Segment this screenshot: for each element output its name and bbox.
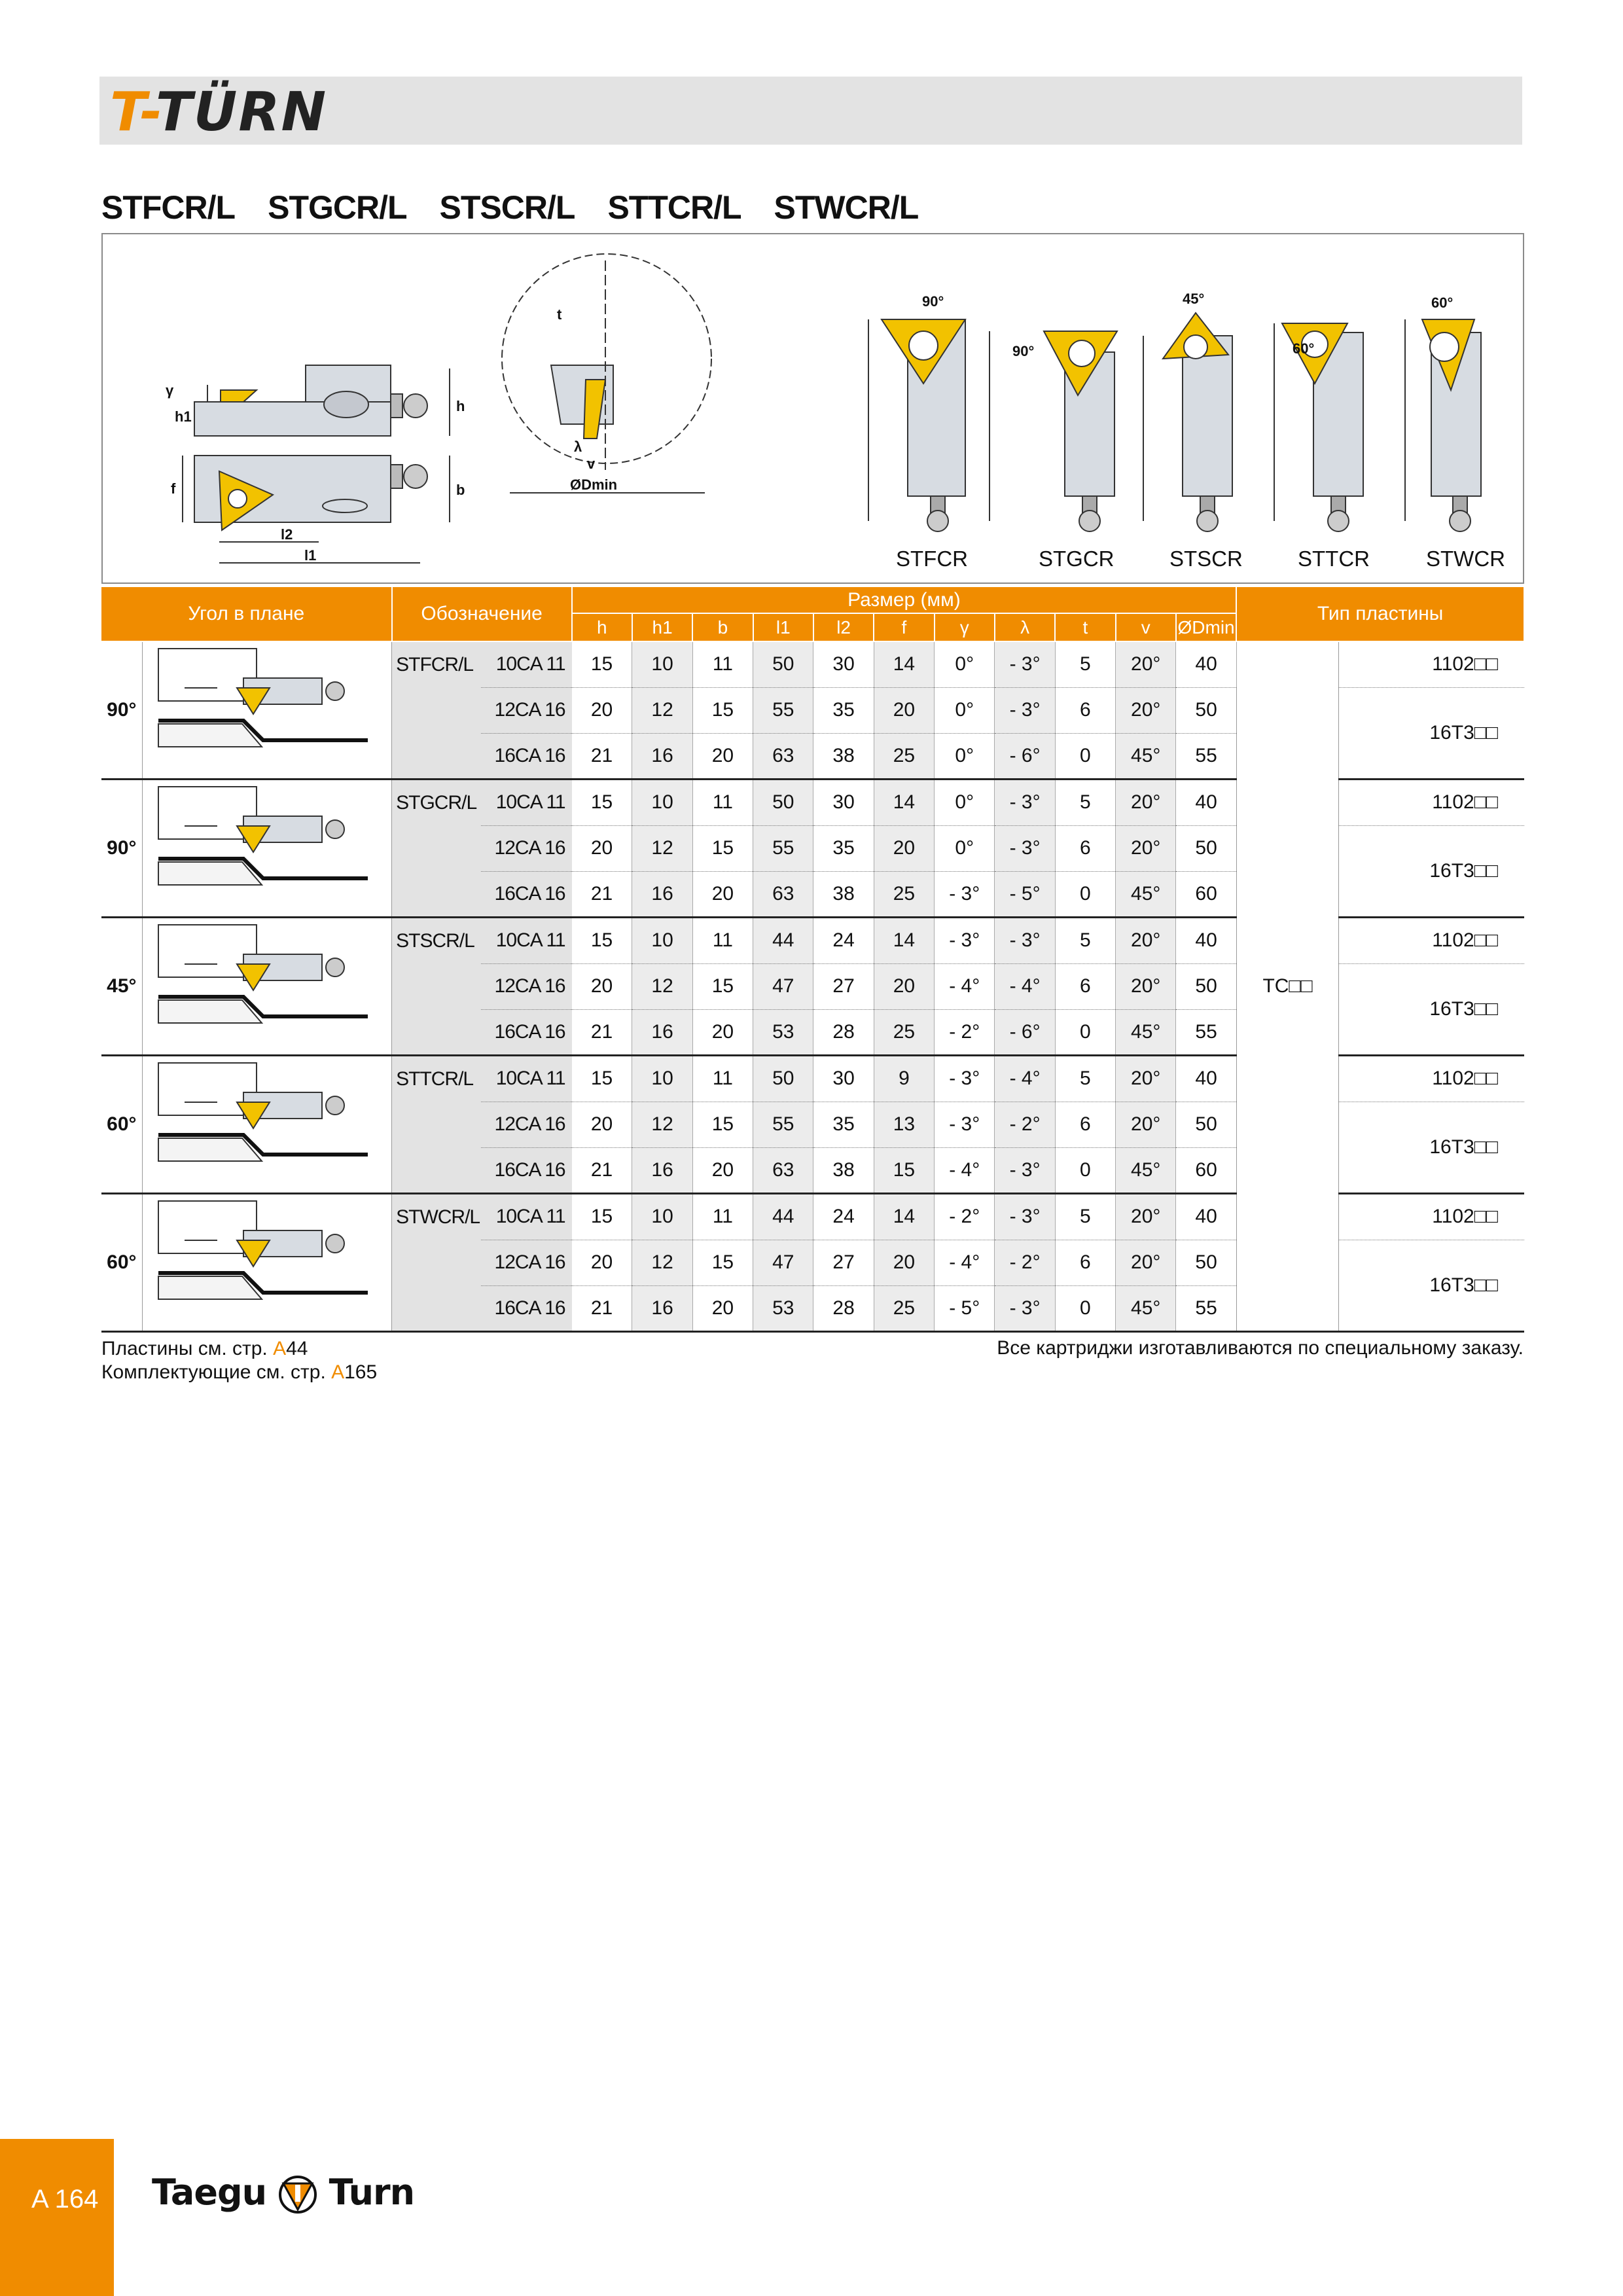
size-value-: - 3° [935,1056,995,1102]
size-value-: - 3° [995,641,1055,687]
size-value-l1: 47 [753,963,813,1009]
col-f: f [874,613,934,641]
series-name: STTCR/L [392,1056,481,1102]
size-value-f: 25 [874,1009,934,1056]
size-value-h1: 16 [632,1147,692,1194]
insert-type: 16T3□□ [1339,963,1524,1056]
size-value-dmin: 55 [1176,1009,1236,1056]
col-b: b [692,613,753,641]
size-value-t: 5 [1055,1056,1115,1102]
designation-code: 10CA 11 [481,1194,572,1240]
size-value-t: 5 [1055,1194,1115,1240]
size-value-dmin: 60 [1176,1147,1236,1194]
size-value-l1: 47 [753,1240,813,1285]
header-size: Размер (мм) [572,587,1237,613]
size-value-t: 6 [1055,1240,1115,1285]
size-value-v: 20° [1116,641,1176,687]
series-name: STWCR/L [392,1194,481,1240]
dim-lambda: λ [574,439,582,455]
size-value-b: 20 [692,1147,753,1194]
size-value-h1: 16 [632,871,692,918]
size-value-l2: 27 [813,963,874,1009]
machining-sketch [142,641,391,780]
tool-angle: 60° [1293,340,1315,357]
designation-code: 12CA 16 [481,963,572,1009]
series-spacer [392,871,481,918]
size-value-: - 3° [995,1194,1055,1240]
size-value-b: 11 [692,918,753,964]
size-value-v: 45° [1116,871,1176,918]
size-value-l1: 44 [753,1194,813,1240]
table-body [101,641,1524,1332]
size-value-h1: 12 [632,825,692,871]
size-value-h1: 12 [632,1240,692,1285]
size-value-t: 0 [1055,1147,1115,1194]
accessories-reference: Комплектующие см. стр. A165 [101,1361,378,1383]
model-name: STWCR/L [774,189,919,226]
brand-triangle-icon [278,2176,317,2214]
series-spacer [392,825,481,871]
size-value-b: 20 [692,1009,753,1056]
size-value-t: 5 [1055,641,1115,687]
size-value-h: 20 [572,1102,632,1147]
size-value-f: 14 [874,1194,934,1240]
header-designation: Обозначение [392,587,572,641]
designation-code: 12CA 16 [481,825,572,871]
size-value-dmin: 50 [1176,687,1236,733]
size-value-v: 20° [1116,780,1176,826]
size-value-v: 20° [1116,1056,1176,1102]
size-value-: - 4° [935,963,995,1009]
tool-angle: 90° [922,293,944,310]
size-value-h: 15 [572,780,632,826]
size-value-b: 11 [692,1194,753,1240]
size-value-b: 20 [692,733,753,780]
size-value-h1: 10 [632,1056,692,1102]
dim-f: f [171,480,176,497]
size-value-dmin: 50 [1176,825,1236,871]
dim-b: b [456,482,465,498]
size-value-v: 45° [1116,1147,1176,1194]
size-value-h: 15 [572,1194,632,1240]
size-value-f: 25 [874,1285,934,1332]
size-value-: - 5° [995,871,1055,918]
series-spacer [392,1147,481,1194]
tool-label-stgcr: STGCR [1039,547,1115,571]
size-value-h1: 12 [632,963,692,1009]
special-order-note: Все картриджи изготавливаются по специальному заказу. [997,1337,1524,1359]
inserts-reference: Пластины см. стр. A44 [101,1338,308,1359]
series-spacer [392,963,481,1009]
designation-code: 16CA 16 [481,1147,572,1194]
cartridge-drawings [103,234,1523,583]
size-value-l1: 50 [753,780,813,826]
tool-label-stfcr: STFCR [896,547,968,571]
designation-code: 12CA 16 [481,1240,572,1285]
brand-logo: T-TÜRN [110,81,328,143]
size-value-: 0° [935,733,995,780]
size-value-: 0° [935,825,995,871]
model-name: STFCR/L [101,189,236,226]
size-value-v: 20° [1116,1102,1176,1147]
series-name: STGCR/L [392,780,481,826]
size-value-l2: 38 [813,871,874,918]
size-value-dmin: 55 [1176,733,1236,780]
col-l1: l1 [753,613,813,641]
size-value-l1: 55 [753,825,813,871]
dim-l1: l1 [304,547,317,564]
insert-type: 16T3□□ [1339,687,1524,780]
dim-h1: h1 [175,408,192,425]
size-value-v: 45° [1116,1285,1176,1332]
size-value-l1: 55 [753,687,813,733]
tool-label-stscr: STSCR [1169,547,1243,571]
size-value-f: 14 [874,780,934,826]
insert-type: 1102□□ [1339,918,1524,964]
size-value-l2: 30 [813,641,874,687]
size-value-b: 15 [692,963,753,1009]
size-value-b: 15 [692,1240,753,1285]
size-value-v: 20° [1116,1240,1176,1285]
size-value-v: 45° [1116,1009,1176,1056]
series-spacer [392,1102,481,1147]
approach-angle: 90° [101,780,142,918]
size-value-h1: 10 [632,918,692,964]
size-value-h: 15 [572,1056,632,1102]
col-lambda: λ [995,613,1055,641]
size-value-f: 14 [874,918,934,964]
series-spacer [392,1285,481,1332]
size-value-t: 0 [1055,1009,1115,1056]
size-value-b: 20 [692,871,753,918]
model-name: STTCR/L [607,189,741,226]
size-value-l2: 24 [813,1194,874,1240]
designation-code: 10CA 11 [481,918,572,964]
size-value-dmin: 60 [1176,871,1236,918]
size-value-: - 3° [935,871,995,918]
size-value-: - 4° [995,1056,1055,1102]
size-value-l1: 63 [753,1147,813,1194]
size-value-f: 20 [874,1240,934,1285]
dim-dmin: ØDmin [570,476,618,493]
size-value-f: 25 [874,871,934,918]
size-value-h: 15 [572,641,632,687]
size-value-l2: 38 [813,733,874,780]
size-value-l2: 30 [813,1056,874,1102]
size-value-dmin: 40 [1176,918,1236,964]
size-value-t: 0 [1055,871,1115,918]
size-value-h: 21 [572,733,632,780]
size-value-v: 20° [1116,1194,1176,1240]
size-value-b: 20 [692,1285,753,1332]
size-value-f: 9 [874,1056,934,1102]
model-name: STSCR/L [439,189,575,226]
size-value-f: 20 [874,687,934,733]
machining-sketch [142,1194,391,1332]
size-value-: - 3° [995,825,1055,871]
series-spacer [392,733,481,780]
col-gamma: γ [935,613,995,641]
footer-brand: Taegu Turn [152,2172,415,2213]
designation-code: 16CA 16 [481,733,572,780]
size-value-f: 14 [874,641,934,687]
page-number: A 164 [31,2185,99,2214]
table-row [101,641,1524,687]
size-value-f: 15 [874,1147,934,1194]
size-value-t: 6 [1055,687,1115,733]
size-value-v: 45° [1116,733,1176,780]
size-value-l2: 28 [813,1285,874,1332]
size-value-h1: 16 [632,733,692,780]
size-value-v: 20° [1116,687,1176,733]
size-value-h: 21 [572,1285,632,1332]
designation-code: 16CA 16 [481,1285,572,1332]
size-value-: 0° [935,687,995,733]
insert-type: 1102□□ [1339,1056,1524,1102]
dimension-figure [101,233,1524,584]
series-name: STSCR/L [392,918,481,964]
size-value-: - 2° [935,1009,995,1056]
insert-type: 16T3□□ [1339,1240,1524,1332]
designation-code: 12CA 16 [481,1102,572,1147]
size-value-h1: 10 [632,780,692,826]
size-value-l1: 63 [753,733,813,780]
approach-angle: 60° [101,1056,142,1194]
col-v: v [1116,613,1176,641]
size-value-: - 3° [995,687,1055,733]
size-value-h: 20 [572,1240,632,1285]
size-value-: - 3° [935,918,995,964]
insert-type: 1102□□ [1339,1194,1524,1240]
size-value-l1: 55 [753,1102,813,1147]
size-value-: - 6° [995,1009,1055,1056]
dim-h: h [456,398,465,414]
tool-angle: 90° [1012,343,1035,359]
size-value-f: 25 [874,733,934,780]
spec-table [101,587,1525,1333]
col-dmin: ØDmin [1176,613,1236,641]
size-value-l1: 44 [753,918,813,964]
size-value-: - 3° [995,780,1055,826]
size-value-: - 3° [995,1285,1055,1332]
size-value-h1: 10 [632,641,692,687]
col-h1: h1 [632,613,692,641]
size-value-b: 11 [692,1056,753,1102]
dim-l2: l2 [281,526,293,543]
size-value-f: 20 [874,963,934,1009]
size-value-l2: 35 [813,825,874,871]
size-value-l1: 50 [753,641,813,687]
size-value-dmin: 40 [1176,780,1236,826]
page-number-tab [0,2139,114,2296]
size-value-h: 21 [572,1147,632,1194]
size-value-l2: 30 [813,780,874,826]
size-value-b: 15 [692,825,753,871]
size-value-b: 15 [692,687,753,733]
designation-code: 16CA 16 [481,1009,572,1056]
machining-sketch [142,1056,391,1194]
size-value-h: 20 [572,825,632,871]
series-spacer [392,687,481,733]
size-value-l1: 63 [753,871,813,918]
insert-type: 1102□□ [1339,641,1524,687]
size-value-: 0° [935,641,995,687]
size-value-: - 3° [935,1102,995,1147]
size-value-t: 6 [1055,825,1115,871]
size-value-t: 5 [1055,780,1115,826]
size-value-dmin: 40 [1176,641,1236,687]
insert-type: 16T3□□ [1339,825,1524,918]
size-value-: - 2° [935,1194,995,1240]
size-value-v: 20° [1116,918,1176,964]
page-references [101,1337,377,1384]
series-spacer [392,1240,481,1285]
insert-type: 1102□□ [1339,780,1524,826]
size-value-dmin: 40 [1176,1056,1236,1102]
size-value-h: 20 [572,963,632,1009]
size-value-t: 6 [1055,1102,1115,1147]
designation-code: 10CA 11 [481,780,572,826]
designation-code: 10CA 11 [481,641,572,687]
size-value-: - 3° [995,1147,1055,1194]
approach-angle: 45° [101,918,142,1056]
col-h: h [572,613,632,641]
size-value-l2: 28 [813,1009,874,1056]
tool-angle: 60° [1431,295,1454,311]
size-value-l2: 35 [813,1102,874,1147]
size-value-f: 20 [874,825,934,871]
size-value-l1: 53 [753,1009,813,1056]
size-value-f: 13 [874,1102,934,1147]
size-value-b: 15 [692,1102,753,1147]
size-value-h1: 12 [632,1102,692,1147]
size-value-b: 11 [692,641,753,687]
col-t: t [1055,613,1115,641]
approach-angle: 90° [101,641,142,780]
size-value-: - 4° [995,963,1055,1009]
model-list [101,188,951,226]
approach-angle: 60° [101,1194,142,1332]
size-value-t: 5 [1055,918,1115,964]
tool-label-stwcr: STWCR [1426,547,1505,571]
dim-t: t [557,306,562,323]
size-value-: 0° [935,780,995,826]
size-value-t: 0 [1055,1285,1115,1332]
size-value-l2: 35 [813,687,874,733]
series-name: STFCR/L [392,641,481,687]
size-value-h1: 16 [632,1009,692,1056]
machining-sketch [142,780,391,918]
insert-type: 16T3□□ [1339,1102,1524,1194]
size-value-h: 15 [572,918,632,964]
tool-label-sttcr: STTCR [1298,547,1370,571]
size-value-dmin: 50 [1176,1240,1236,1285]
header-insert: Тип пластины [1236,587,1524,641]
designation-code: 16CA 16 [481,871,572,918]
size-value-l2: 24 [813,918,874,964]
series-spacer [392,1009,481,1056]
size-value-: - 6° [995,733,1055,780]
size-value-dmin: 40 [1176,1194,1236,1240]
size-value-h: 21 [572,1009,632,1056]
size-value-h1: 10 [632,1194,692,1240]
size-value-dmin: 50 [1176,1102,1236,1147]
size-value-: - 4° [935,1240,995,1285]
size-value-b: 11 [692,780,753,826]
model-name: STGCR/L [268,189,407,226]
dim-v: v [587,456,596,472]
size-value-: - 2° [995,1240,1055,1285]
size-value-h: 21 [572,871,632,918]
size-value-dmin: 50 [1176,963,1236,1009]
size-value-h1: 12 [632,687,692,733]
size-value-l1: 50 [753,1056,813,1102]
size-value-h: 20 [572,687,632,733]
size-value-t: 0 [1055,733,1115,780]
size-value-v: 20° [1116,825,1176,871]
size-value-: - 5° [935,1285,995,1332]
size-value-v: 20° [1116,963,1176,1009]
designation-code: 10CA 11 [481,1056,572,1102]
size-value-l1: 53 [753,1285,813,1332]
tool-angle: 45° [1183,291,1205,307]
size-value-: - 3° [995,918,1055,964]
col-l2: l2 [813,613,874,641]
designation-code: 12CA 16 [481,687,572,733]
size-value-t: 6 [1055,963,1115,1009]
insert-family: TC□□ [1236,641,1339,1332]
size-value-dmin: 55 [1176,1285,1236,1332]
dim-gamma: γ [166,382,174,399]
size-value-: - 2° [995,1102,1055,1147]
size-value-: - 4° [935,1147,995,1194]
header-angle: Угол в плане [101,587,392,641]
machining-sketch [142,918,391,1056]
size-value-l2: 27 [813,1240,874,1285]
size-value-l2: 38 [813,1147,874,1194]
size-value-h1: 16 [632,1285,692,1332]
